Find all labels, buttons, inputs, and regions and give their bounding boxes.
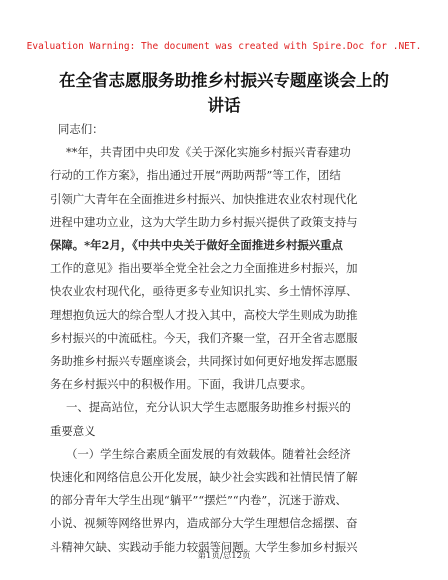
document-title (40, 68, 408, 118)
paragraph-line: 理想抱负远大的综合型人才投入其中，高校大学生则成为助推 (50, 307, 358, 322)
paragraph-line: 的部分青年大学生出现“躺平”“摆烂”“内卷”，沉迷于游戏、 (50, 493, 347, 508)
paragraph-line: 斗精神欠缺、实践动手能力较弱等问题。大学生参加乡村振兴 (50, 539, 358, 554)
paragraph-line: 行动的工作方案》，指出通过开展“两助两帮”等工作，团结 (50, 168, 341, 183)
title-line-2: 讲话 (207, 96, 241, 115)
paragraph-line: （一）学生综合素质全面发展的有效载体。随着社会经济 (66, 446, 351, 461)
paragraph-line: 快速化和网络信息公开化发展，缺少社会实践和社情民情了解 (50, 470, 358, 485)
paragraph-line: **年，共青团中央印发《关于深化实施乡村振兴青春建功 (66, 145, 351, 160)
section-heading: 一、提高站位，充分认识大学生志愿服务助推乡村振兴的 (66, 400, 351, 415)
paragraph-line: 小说、视频等网络世界内，造成部分大学生理想信念摇摆、奋 (50, 516, 358, 531)
paragraph-line: 快农业农村现代化，亟待更多专业知识扎实、乡土情怀淳厚、 (50, 284, 358, 299)
paragraph-line: 务在乡村振兴中的积极作用。下面，我讲几点要求。 (50, 377, 312, 392)
salutation: 同志们： (58, 122, 104, 136)
paragraph-line: 进程中建功立业，这为大学生助力乡村振兴提供了政策支持与 (50, 214, 358, 229)
title-line-1: 在全省志愿服务助推乡村振兴专题座谈会上的 (59, 71, 389, 90)
document-body (50, 118, 386, 559)
paragraph-line: 务助推乡村振兴专题座谈会，共同探讨如何更好地发挥志愿服 (50, 354, 358, 369)
section-heading-cont: 重要意义 (50, 423, 96, 438)
evaluation-warning: Evaluation Warning: The document was created with Spire.Doc for .NET. (26, 41, 422, 52)
paragraph-line: 乡村振兴的中流砥柱。今天，我们齐聚一堂，召开全省志愿服 (50, 330, 358, 345)
paragraph-line: 引领广大青年在全面推进乡村振兴、加快推进农业农村现代化 (50, 191, 358, 206)
paragraph-line: 保障。*年2月，《中共中央关于做好全面推进乡村振兴重点 (50, 238, 343, 253)
paragraph-line: 工作的意见》指出要举全党全社会之力全面推进乡村振兴，加 (50, 261, 358, 276)
page-footer: 第1页/总12页 (197, 551, 251, 561)
